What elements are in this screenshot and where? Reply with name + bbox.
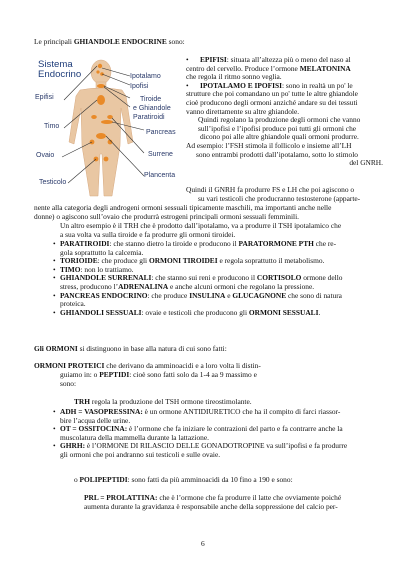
body-line4: a sua volta va sulla tiroide e fa produrre gli ormoni tiroidei. [60, 230, 236, 239]
list-item: • PARATIROIDI: che stanno dietro la tiroide e producono il PARATORMONE PTH che re- [53, 239, 337, 248]
label-ipofisi: Ipofisi [130, 83, 149, 90]
item-cont-text2: e anche alcuni ormoni che regolano la pressione. [168, 281, 315, 291]
epifisi-line1: • EPIFISI: situata all’altezza più o meno del naso al [186, 55, 351, 64]
endocrine-system-diagram [34, 50, 182, 200]
item-text2: e regola soprattutto il metabolismo. [217, 256, 325, 266]
item-continuation: gli ormoni che poi andranno sui testicoli e sulle ovaie. [60, 449, 221, 459]
diagram-title [38, 60, 81, 80]
item-text: è l’ormone che fa iniziare le contrazioni del parto e fa contrarre anche la [127, 424, 343, 434]
ipo-text4: vanno direttamente su altre ghiandole. [186, 106, 300, 116]
list-item: • TIMO: non lo trattiamo. [53, 264, 134, 274]
page-number: 6 [201, 539, 205, 548]
trh-line [74, 398, 252, 407]
proteici-text2: guiamo in: o [60, 370, 100, 379]
label-ipotalamo: Ipotalamo [130, 73, 161, 80]
melatonina-term: MELATONINA [299, 63, 351, 73]
epifisi-text3: che regola il ritmo sonno veglia. [186, 72, 282, 82]
quindi-text3: dicono poi alle altre ghiandole quali ormoni produrre. [200, 132, 359, 142]
item-term: PANCREAS ENDOCRINO [60, 290, 148, 300]
item-term2: INSULINA [189, 290, 226, 300]
prl-text2: aumenta durante la gravidanza è responsabile anche della soppressione del calcio per- [84, 502, 338, 511]
list-item: • ADH = VASOPRESSINA: è un ormone ANTIDIURETICO che ha il compito di farci riassor- [53, 407, 341, 416]
body-line2: donne) o agiscono sull’ovaio che produrrà estrogeni principali ormoni sessuali femminili. [34, 212, 299, 221]
item-text: è l’ORMONE DI RILASCIO DELLE GONADOTROPINE va sull’ipofisi e fa produrre [85, 441, 348, 451]
quindi-text2: sull’ipofisi e l’ipofisi produce poi tutti gli ormoni che [198, 123, 357, 133]
item-text: : che produce [147, 290, 190, 300]
list-item: • OT = OSSITOCINA: è l’ormone che fa iniziare le contrazioni del parto e fa contrarre anche la [53, 424, 343, 434]
ipo-line1: • IPOTALAMO E IPOFISI: sono in realtà un po' le [186, 80, 353, 90]
list-item: • GHRH: è l’ORMONE DI RILASCIO DELLE GONADOTROPINE va sull’ipofisi e fa produrre [53, 441, 348, 451]
list-item: • PANCREAS ENDOCRINO: che produce INSULINA e GLUCAGNONE che sono di natura [53, 290, 342, 300]
item-continuation: proteica. [60, 299, 86, 309]
item-term: PARATIROIDI [60, 239, 110, 248]
label-paratiroidi: Paratiroidi [133, 114, 165, 121]
list-item: • GHIANDOLE SURRENALI: che stanno sui reni e producono il CORTISOLO ormone dello [53, 273, 343, 283]
item-term: ADH = VASOPRESSINA: [60, 407, 143, 416]
item-term: GHRH: [60, 441, 86, 451]
item-term2: CORTISOLO [256, 273, 302, 283]
epifisi-term: EPIFISI [200, 55, 227, 64]
item-text: è un ormone ANTIDIURETICO che ha il compito di farci riassor- [142, 407, 341, 416]
polipeptidi-line [74, 476, 293, 485]
epifisi-text2: centro del cervello. Produce l’ormone [186, 63, 300, 73]
item-cont-text: stress, producono l’ [60, 281, 119, 291]
ormoni-intro [34, 345, 227, 354]
epifisi-text1: : situata all’altezza più o meno del naso al [226, 55, 351, 64]
label-ovaio: Ovaio [36, 152, 55, 159]
item-continuation: gola soprattutto la calcemia. [60, 247, 144, 257]
label-surrene: Surrene [148, 151, 173, 158]
trh-term: TRH [74, 397, 91, 406]
proteici-term: ORMONI PROTEICI [34, 361, 105, 370]
label-epifisi: Epifisi [35, 94, 54, 101]
ipotalamo-term: IPOTALAMO E IPOFISI [200, 80, 282, 90]
quindi-text6: del GNRH. [349, 158, 383, 168]
body-line1: nente alla categoria degli androgeni ormoni sessuali tipicamente maschili, ma importanti anche nelle [34, 203, 332, 212]
prl-text1: che è l’ormone che fa produrre il latte che ovviamente poiché [157, 493, 342, 502]
label-pancreas: Pancreas [146, 129, 176, 136]
item-term2: ORMONI TIROIDEI [148, 256, 218, 266]
quindi-text4: Ad esempio: l’FSH stimola il follicolo e insieme all’LH [186, 140, 352, 150]
item-text2: ormone dello [301, 273, 343, 283]
item-term: TORIOIDE [60, 256, 98, 266]
item-term: GHIANDOLI SESSUALI [60, 307, 142, 317]
item-text3: che sono di natura [286, 290, 342, 300]
quindi-text5: sono entrambi prodotti dall’ipotalamo, sotto lo stimolo [196, 149, 358, 159]
proteici-text1: che derivano da amminoacidi e a loro volta li distin- [104, 361, 261, 370]
adrenalina-term: ADRENALINA [118, 281, 169, 291]
right-column [186, 56, 383, 168]
item-continuation: bire l’acqua delle urine. [60, 415, 131, 425]
item-text: : che produce gli [97, 256, 149, 266]
item-text2: . [318, 307, 321, 317]
section-heading [34, 38, 185, 47]
gnrh-text2: su vari testicoli che producranno testosterone (apparte- [198, 194, 361, 203]
item-term2: ORMONI SESSUALI [248, 307, 319, 317]
item-term3: GLUCAGNONE [232, 290, 287, 300]
list-item: • TORIOIDE: che produce gli ORMONI TIROIDEI e regola soprattutto il metabolismo. [53, 256, 325, 266]
ipo-text1: : sono in realtà un po' le [282, 80, 353, 90]
item-text: : che stanno dietro la tiroide e producono il [109, 239, 239, 248]
label-testicolo: Testicolo [39, 179, 67, 186]
label-timo: Timo [44, 123, 60, 130]
label-tiroide: Tiroide [140, 96, 162, 103]
peptides-list [53, 407, 390, 460]
diagram-title-line1: Sistema [38, 59, 73, 70]
label-placenta: Plancenta [144, 172, 176, 179]
poli-text: : sono fatti da più amminoacidi da 10 fino a 190 e sono: [127, 475, 293, 484]
ipo-text3: cioè producono degli ormoni anziché andare su dei tessuti [186, 97, 358, 107]
ipo-text2: strutture che poi comandano un po' tutte le altre ghiandole [186, 89, 358, 99]
ormoni-text: si distinguono in base alla natura di cui sono fatti: [77, 344, 227, 353]
ormoni-term: Gli ORMONI [34, 344, 78, 353]
trh-text: regola la produzione del TSH ormone tireostimolante. [90, 397, 252, 406]
quindi-text1: Quindi regolano la produzione degli ormoni che vanno [198, 115, 361, 125]
item-text: : che stanno sui reni e producono il [151, 273, 257, 283]
heading-text: Le principali [34, 37, 74, 46]
gnrh-text1: Quindi il GNRH fa produrre FS e LH che poi agiscono o [186, 185, 355, 194]
body-line3: Un altro esempio è il TRH che è prodotto dall’ipotalamo, va a produrre il TSH ipotalamico che [60, 221, 342, 230]
label-ghiandole: e Ghiandole [133, 105, 171, 112]
list-item: • GHIANDOLI SESSUALI: ovaie e testicoli che producono gli ORMONI SESSUALI. [53, 307, 321, 317]
item-term: GHIANDOLE SURRENALI [60, 273, 152, 283]
item-term: OT = OSSITOCINA: [60, 424, 128, 434]
item-term: TIMO [60, 264, 81, 274]
item-text: : non lo trattiamo. [80, 264, 134, 274]
prl-term: PRL = PROLATTINA: [84, 493, 158, 502]
item-text: : ovaie e testicoli che producono gli [141, 307, 249, 317]
item-text2: che re- [313, 239, 337, 248]
polipeptidi-term: POLIPEPTIDI [79, 475, 128, 484]
diagram-title-line2: Endocrino [38, 69, 82, 80]
glands-list [53, 239, 390, 317]
proteici-line2 [60, 371, 257, 380]
proteici-text4: sono: [60, 379, 77, 388]
item-term2: PARATORMONE PTH [238, 239, 314, 248]
proteici-text3: : cioè sono fatti solo da 1-4 aa 9 massimo e [129, 370, 257, 379]
poli-prefix: o [74, 475, 80, 484]
heading-suffix: sono: [166, 37, 185, 46]
item-text2: e [225, 290, 233, 300]
item-continuation: muscolatura della mammella durante la lattazione. [60, 432, 209, 442]
peptidi-term: PEPTIDI [99, 370, 130, 379]
heading-bold: GHIANDOLE ENDOCRINE [73, 37, 167, 46]
